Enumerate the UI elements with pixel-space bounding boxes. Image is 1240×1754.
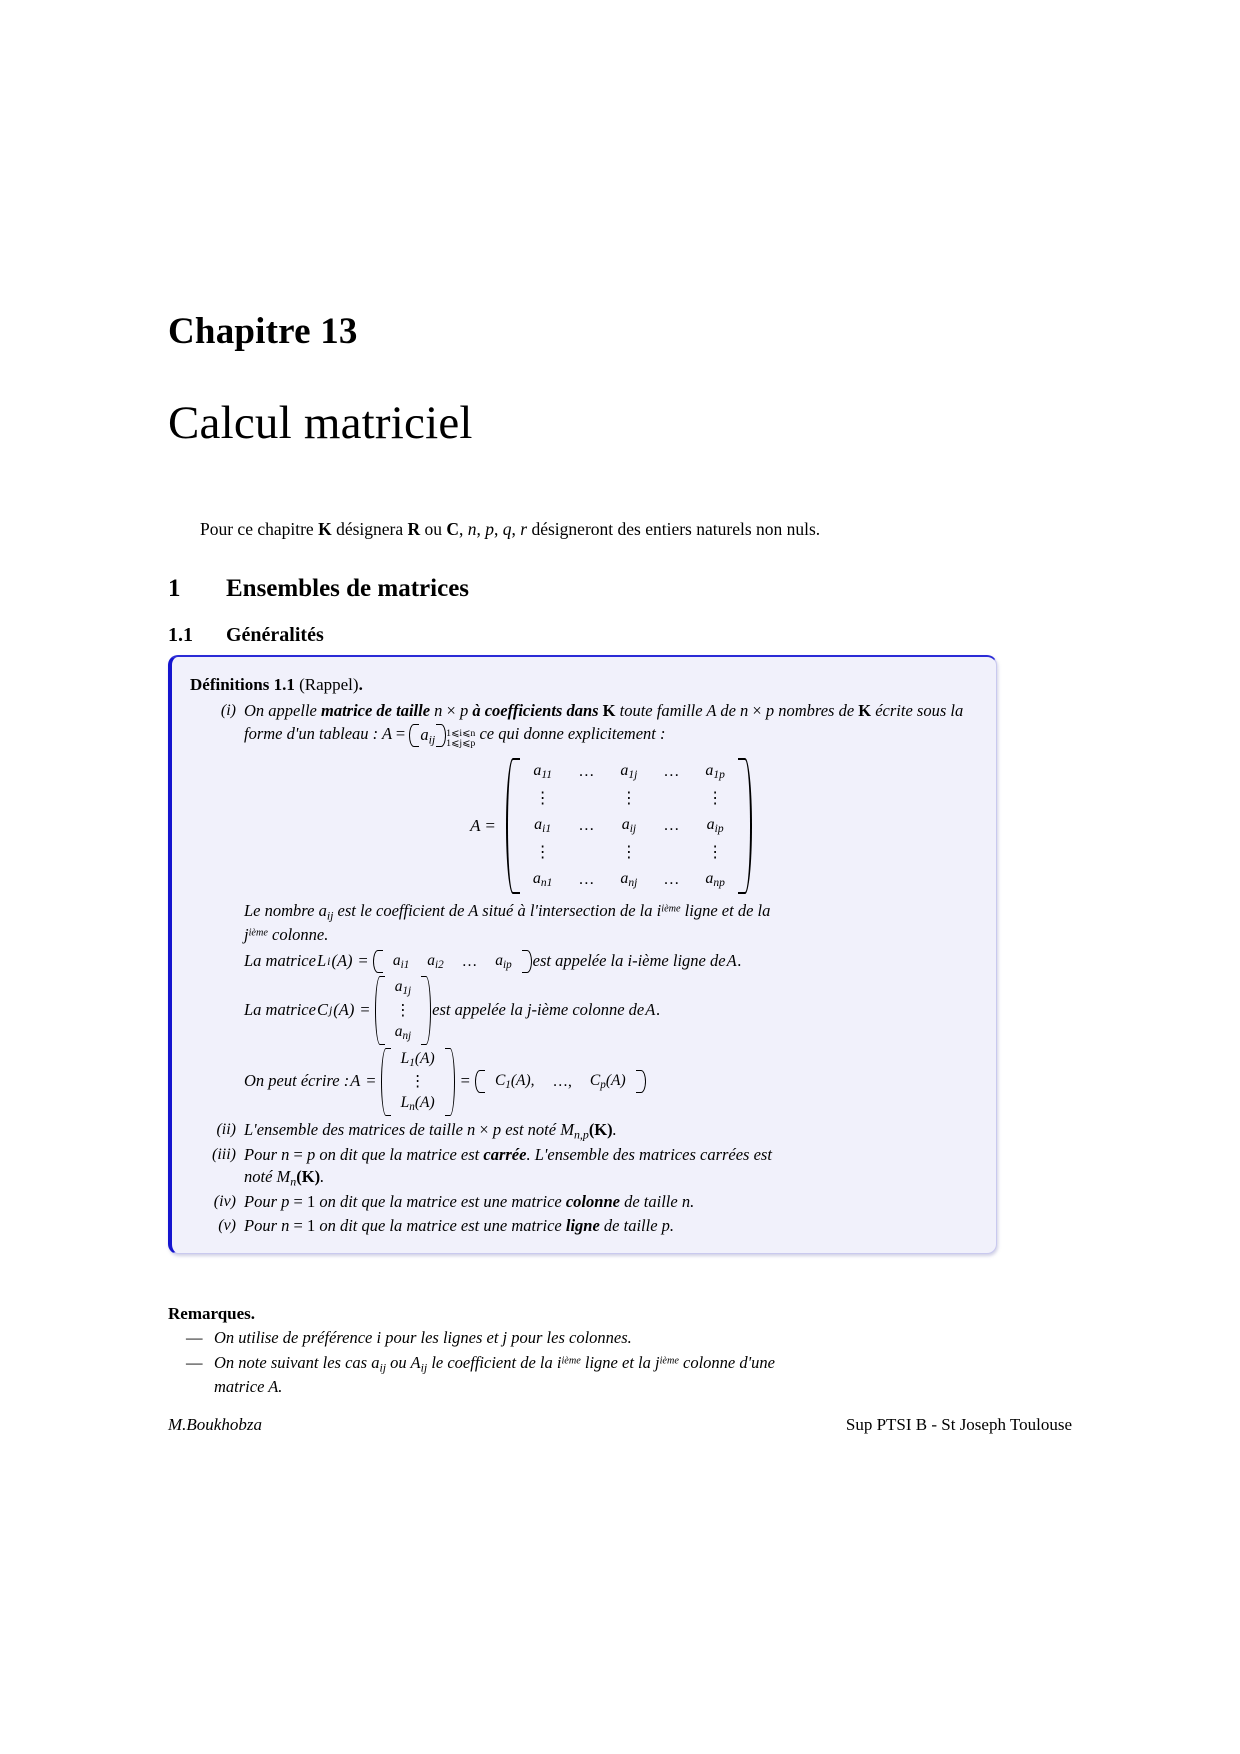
matrix-cell: $a_{ij}$	[621, 815, 637, 836]
col-A: (A)	[333, 999, 355, 1019]
col-matrix-table	[386, 976, 420, 1044]
definition-item-v	[190, 1215, 978, 1238]
remarks-list	[168, 1327, 1078, 1398]
matrix-cell: $C_1(A)$,	[494, 1071, 535, 1092]
definition-heading	[190, 673, 978, 696]
ii-times: ×	[479, 1119, 489, 1139]
matrix-cell: $a_{n1}$	[532, 870, 553, 890]
ii-b: est noté	[501, 1119, 561, 1139]
intro-comma-1: ,	[459, 519, 468, 539]
r2-aij: a	[371, 1353, 380, 1373]
v-n: n	[281, 1215, 290, 1235]
i-aij-range	[446, 729, 475, 750]
r2-c: le coefficient de la	[427, 1353, 557, 1373]
item-marker-iii: (iii)	[212, 1145, 236, 1163]
i-aij-base: a	[420, 724, 429, 744]
v-eq: =	[293, 1215, 303, 1235]
ii-p: p	[492, 1119, 502, 1139]
v-d: .	[669, 1215, 675, 1235]
coefficient-explanation	[244, 900, 978, 946]
matrix-cell: $a_{i1}$	[534, 815, 552, 836]
symbol-p: p	[485, 519, 495, 539]
p1-b: est le coefficient de	[333, 901, 469, 921]
i-l1-K: K	[602, 701, 616, 721]
definition-item-iv	[190, 1191, 978, 1214]
symbol-q: q	[502, 519, 512, 539]
section-number-1-1: 1.1	[168, 624, 193, 646]
ii-c: .	[612, 1119, 617, 1139]
w-A: A	[350, 1071, 361, 1091]
matrix-row	[384, 950, 521, 974]
i-l1-n: n	[434, 701, 443, 721]
matrix-cell: $a_{i1}$	[392, 951, 410, 971]
matrix-cell: …	[578, 871, 595, 889]
iii-M-sub: n	[290, 1174, 297, 1189]
symbol-n: n	[467, 519, 477, 539]
remark-1-text: On utilise de préférence i pour les lignes et j pour les colonnes.	[214, 1328, 632, 1348]
intro-paragraph	[200, 518, 1072, 542]
p1-c: situé à l'intersection de la	[478, 901, 657, 921]
matrix-cell: ⋮	[620, 789, 637, 807]
symbol-r: r	[520, 519, 528, 539]
row-d: .	[737, 951, 742, 971]
p1-aij: a	[318, 901, 327, 921]
iii-n: n	[281, 1144, 290, 1164]
definition-period: .	[358, 675, 363, 694]
col-matrix-paren	[375, 976, 431, 1044]
r2-Aij: A	[410, 1353, 421, 1373]
matrix-cell	[565, 840, 607, 866]
ii-M-sub: n,p	[573, 1127, 589, 1142]
matrix-table	[520, 758, 738, 894]
symbol-C: C	[446, 519, 460, 539]
iii-l2-a: noté	[244, 1167, 277, 1187]
r2-l2: matrice A.	[214, 1376, 283, 1396]
i-aij-paren	[409, 724, 446, 748]
matrix-row	[386, 976, 420, 1000]
iii-b: on dit que la matrice est	[315, 1144, 484, 1164]
iv-eq: =	[293, 1192, 303, 1212]
v-one: 1	[306, 1215, 316, 1235]
document-page	[168, 0, 1072, 1754]
p1-d: ligne et de la	[680, 901, 771, 921]
rows-stack-paren	[381, 1048, 455, 1116]
row-matrix-table	[384, 950, 521, 974]
i-l1-e: de	[716, 701, 736, 721]
iii-l2-b: .	[320, 1167, 325, 1187]
section-number-1: 1	[168, 575, 181, 602]
ii-a: L'ensemble des matrices de taille	[244, 1119, 468, 1139]
dash-marker-2: —	[186, 1353, 203, 1373]
remark-item-2	[168, 1352, 1078, 1398]
v-b: on dit que la matrice est une matrice	[315, 1215, 566, 1235]
row-L: L	[316, 951, 327, 971]
p2-a: colonne.	[267, 924, 329, 944]
p1-A: A	[468, 901, 479, 921]
matrix-display-A	[244, 758, 978, 894]
section-heading-1-1	[168, 624, 324, 647]
matrix-row	[520, 786, 738, 812]
definition-item-i	[190, 700, 978, 1115]
i-l1-a: On appelle	[244, 701, 321, 721]
i-aij-sub: ij	[428, 731, 436, 746]
page-title: Calcul matriciel	[168, 397, 473, 449]
matrix-cell: ⋮	[395, 1001, 411, 1019]
i-l2-c: ce qui donne	[479, 724, 564, 744]
matrix-cell: $a_{i2}$	[427, 951, 444, 971]
r2-ieme1: ième	[561, 1355, 581, 1367]
definition-box	[168, 655, 997, 1254]
w-a: On peut écrire :	[244, 1071, 350, 1091]
matrix-cell: …,	[552, 1073, 572, 1091]
row-matrix-line	[244, 950, 978, 974]
row-a: La matrice	[244, 951, 316, 971]
item-marker-iv: (iv)	[213, 1193, 236, 1211]
iv-one: 1	[306, 1192, 316, 1212]
matrix-cell: ⋮	[534, 844, 551, 862]
intro-comma-3: ,	[494, 519, 503, 539]
remarks-title: Remarques.	[168, 1304, 256, 1323]
v-a: Pour	[244, 1215, 282, 1235]
matrix-cell: …	[663, 762, 680, 780]
chapter-number: Chapitre 13	[168, 311, 358, 352]
intro-text-5: désigneront des entiers naturels non nuls.	[527, 519, 821, 539]
cols-list-table	[486, 1070, 635, 1094]
matrix-row	[392, 1071, 444, 1092]
iv-term-colonne: colonne	[565, 1192, 620, 1212]
v-p: p	[661, 1215, 670, 1235]
col-d: .	[656, 999, 661, 1019]
iii-M: M	[276, 1167, 291, 1187]
footer-institution: Sup PTSI B - St Joseph Toulouse	[845, 1415, 1072, 1434]
matrix-cell: ⋮	[707, 844, 724, 862]
i-l2-K: K	[858, 701, 872, 721]
row-b: est appelée la i-ième ligne de	[532, 951, 726, 971]
matrix-cell: $a_{nj}$	[394, 1023, 412, 1043]
col-eq: =	[360, 999, 370, 1019]
section-title-1-1: Généralités	[226, 624, 324, 646]
row-eq: =	[358, 951, 368, 971]
r2-b: ou	[386, 1353, 411, 1373]
i-l3: explicitement :	[567, 724, 666, 744]
r2-j: j	[654, 1353, 660, 1373]
item-marker-v: (v)	[218, 1216, 236, 1234]
matrix-row	[486, 1070, 635, 1094]
r2-aij-sub: ij	[379, 1360, 387, 1375]
matrix-row	[520, 866, 738, 894]
matrix-cell: $C_p(A)$	[589, 1071, 626, 1092]
rows-stack-table	[392, 1048, 444, 1116]
matrix-row	[520, 840, 738, 866]
iii-term-carree: carrée	[483, 1144, 527, 1164]
iv-c: de taille	[619, 1192, 682, 1212]
r2-a: On note suivant les cas	[214, 1353, 372, 1373]
iv-n: n	[681, 1192, 691, 1212]
item-marker-ii: (ii)	[216, 1120, 236, 1138]
item-i-line1	[244, 701, 964, 750]
matrix-row	[392, 1092, 444, 1116]
col-a: La matrice	[244, 999, 316, 1019]
remark-item-1	[168, 1327, 1078, 1350]
i-term-coefficients-dans: à coefficients dans	[472, 701, 599, 721]
matrix-cell: …	[663, 871, 680, 889]
matrix-row	[520, 812, 738, 840]
matrix-row	[392, 1048, 444, 1072]
i-range-top: 1⩽i⩽n	[446, 727, 476, 739]
matrix-cell: ⋮	[707, 789, 724, 807]
i-l1-times: ×	[446, 701, 456, 721]
r2-i: i	[556, 1353, 562, 1373]
write-as-line	[244, 1048, 978, 1116]
iii-a: Pour	[244, 1144, 282, 1164]
p1-ieme: ième	[661, 903, 681, 915]
row-A: (A)	[331, 951, 353, 971]
p2-ieme: ième	[248, 927, 268, 939]
r2-Aij-sub: ij	[420, 1360, 428, 1375]
matrix-cell: $a_{1j}$	[394, 978, 412, 998]
matrix-cell: ⋮	[534, 789, 551, 807]
section-heading-1	[168, 575, 469, 603]
p1-i: i	[656, 901, 662, 921]
matrix-cell: ⋮	[409, 1073, 426, 1091]
i-l2-A: A	[381, 724, 392, 744]
intro-comma-2: ,	[476, 519, 486, 539]
remarks-section	[168, 1302, 1078, 1401]
col-C-sub: j	[328, 1003, 333, 1018]
iv-d: .	[690, 1192, 695, 1212]
page-footer	[168, 1415, 1072, 1435]
matrix-cell: …	[578, 762, 595, 780]
matrix-cell: $L_n(A)$	[400, 1094, 435, 1114]
symbol-K: K	[318, 519, 332, 539]
matrix-cell: $a_{ip}$	[706, 815, 724, 836]
i-l2-a: nombres de	[774, 701, 859, 721]
footer-author: M.Boukhobza	[168, 1415, 262, 1434]
matrix-cell	[565, 786, 607, 812]
matrix-cell: $a_{11}$	[533, 761, 552, 781]
matrix-parentheses	[506, 758, 752, 894]
col-b: est appelée la j-ième colonne de	[432, 999, 645, 1019]
w-eq2: =	[460, 1071, 470, 1091]
iii-K: (K)	[296, 1167, 321, 1187]
i-l1-A: A	[706, 701, 717, 721]
matrix-cell: $a_{1j}$	[620, 761, 638, 781]
cols-list-paren	[475, 1070, 646, 1094]
matrix-cell: …	[461, 952, 478, 970]
r2-ieme2: ième	[659, 1355, 679, 1367]
ii-M: M	[560, 1119, 574, 1139]
row-matrix-paren	[373, 950, 532, 974]
matrix-cell: $a_{ip}$	[495, 951, 512, 971]
i-l2-b: écrite sous la forme d'un tableau :	[244, 701, 964, 744]
w-eq: =	[366, 1071, 376, 1091]
iii-c: . L'ensemble des matrices carrées est	[526, 1144, 772, 1164]
iii-p: p	[306, 1144, 316, 1164]
r2-e: colonne d'une	[678, 1353, 775, 1373]
iv-b: on dit que la matrice est une matrice	[315, 1192, 566, 1212]
iv-a: Pour	[244, 1192, 282, 1212]
iv-p: p	[281, 1192, 290, 1212]
definition-label: Définitions 1.1	[190, 675, 295, 694]
intro-text-1: Pour ce chapitre	[200, 519, 319, 539]
iii-eq: =	[293, 1144, 303, 1164]
intro-text-3: ou	[420, 519, 447, 539]
matrix-cell: ⋮	[620, 844, 637, 862]
i-range-bottom: 1⩽j⩽p	[446, 738, 476, 750]
definition-rappel: (Rappel)	[294, 675, 359, 694]
definition-item-ii	[190, 1119, 978, 1143]
intro-comma-4: ,	[511, 519, 521, 539]
matrix-cell: $a_{np}$	[705, 870, 725, 890]
p1-aij-sub: ij	[326, 908, 334, 923]
v-c: de taille	[599, 1215, 662, 1235]
ii-n: n	[467, 1119, 476, 1139]
p2-j: j	[244, 924, 249, 944]
i-l1-p: p	[459, 701, 469, 721]
i-l2-p: p	[765, 701, 775, 721]
matrix-row	[386, 1021, 420, 1045]
col-c: A	[645, 999, 656, 1019]
i-l2-eq: =	[395, 724, 406, 744]
matrix-row	[386, 1000, 420, 1021]
item-marker-i: (i)	[220, 702, 236, 720]
definition-item-iii	[190, 1144, 978, 1190]
matrix-cell	[650, 840, 692, 866]
symbol-R: R	[407, 519, 421, 539]
matrix-row	[520, 758, 738, 786]
matrix-cell: $a_{nj}$	[620, 870, 638, 890]
i-l2-n: n	[740, 701, 749, 721]
section-title-1: Ensembles de matrices	[226, 575, 470, 602]
i-l1-d: toute famille	[615, 701, 707, 721]
definition-item-list	[190, 700, 978, 1237]
v-term-ligne: ligne	[565, 1215, 600, 1235]
matrix-cell	[650, 786, 692, 812]
column-matrix-line	[244, 976, 978, 1044]
ii-K: (K)	[588, 1119, 613, 1139]
i-term-matrice-taille: matrice de taille	[320, 701, 431, 721]
r2-d: ligne et la	[580, 1353, 655, 1373]
matrix-cell: $L_1(A)$	[400, 1049, 435, 1069]
i-l2-times: ×	[752, 701, 762, 721]
col-C: C	[316, 999, 328, 1019]
row-L-sub: i	[327, 954, 331, 969]
matrix-cell: …	[663, 816, 680, 834]
row-c: A	[726, 951, 737, 971]
matrix-cell: …	[578, 816, 595, 834]
matrix-lhs: A =	[470, 816, 496, 836]
intro-text-2: désignera	[331, 519, 408, 539]
matrix-cell: $a_{1p}$	[705, 761, 725, 781]
p1-a: Le nombre	[244, 901, 319, 921]
dash-marker-1: —	[186, 1328, 203, 1348]
